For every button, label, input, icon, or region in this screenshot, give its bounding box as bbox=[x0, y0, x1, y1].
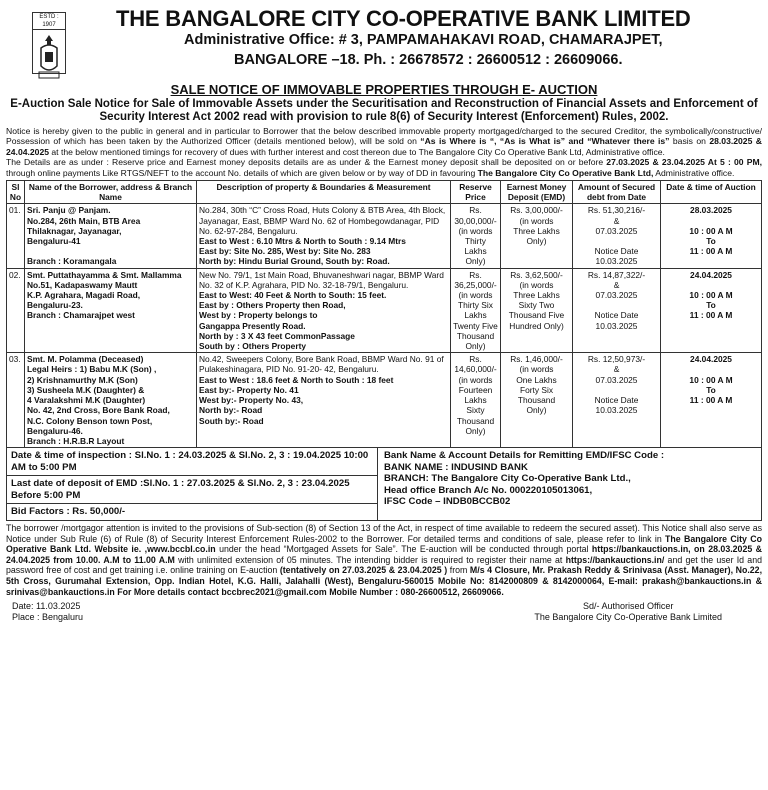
emd-amount-line: Three Lakhs bbox=[513, 225, 560, 236]
intro-text: The Details are as under : Reserve price and Earnest money deposits details are as under & the Earnest money deposit shall be deposited on or before bbox=[6, 157, 607, 168]
borrower-cell-line: Smt. M. Polamma (Deceased) bbox=[27, 354, 144, 365]
reserve-price-line: (in words bbox=[458, 290, 493, 301]
emd-amount-line: Hundred Only) bbox=[509, 320, 564, 331]
contact-details: M/s 4 Closure, Mr. Prakash Reddy & Srinivasa (Asst. Manager), No.22, 5th Cross, Gurumahal Extension, Opp. Indian Hotel, K.G. Halli, Jalahalli (West), Bengaluru-560015 Mobile No: 8142000809 & 8142000064, E-mail: prakash@bankauctions.in & srinivas@bankauctions.in For More details contact bccbrec2021@gmail.com Mobile Number : 080-26600512, 26609066. bbox=[6, 565, 763, 597]
reserve-price bbox=[451, 204, 501, 268]
secured-debt-line: 07.03.2025 bbox=[595, 290, 638, 301]
emd-amount-line: Rs. 3,00,000/- bbox=[510, 205, 563, 216]
col-header: Name of the Borrower, address & Branch Name bbox=[25, 181, 197, 204]
emd-amount-line: (in words bbox=[519, 279, 554, 290]
inspection-details bbox=[7, 448, 378, 520]
reserve-price-line: 14,60,000/- bbox=[454, 364, 497, 375]
reserve-price bbox=[451, 268, 501, 353]
register-link[interactable]: https://bankauctions.in/ bbox=[565, 554, 665, 565]
reserve-price-line: Only) bbox=[465, 256, 486, 267]
auction-date-line: 11 : 00 A M bbox=[689, 310, 733, 321]
footer-date: Date: 11.03.2025 bbox=[12, 601, 81, 612]
property-boundary: East by:- Property No. 41 bbox=[199, 384, 299, 395]
table-header-row bbox=[7, 181, 762, 204]
footer-place: Place : Bengaluru bbox=[12, 611, 84, 622]
auction-date-line: To bbox=[706, 300, 716, 311]
account-ifsc: IFSC Code – INDB0BCCB02 bbox=[384, 496, 511, 508]
secured-debt-line: 10.03.2025 bbox=[595, 256, 638, 267]
footer-signatory: Sd/- Authorised Officer bbox=[583, 601, 674, 612]
address-line-2: BANGALORE –18. Ph. : 26678572 : 26600512 : 26609066. bbox=[234, 52, 623, 68]
intro-deadline: 27.03.2025 & 23.04.2025 At 5 : 00 PM, bbox=[606, 157, 762, 168]
account-bank: BANK NAME : INDUSIND BANK bbox=[384, 461, 528, 473]
borrower-cell-line: Sri. Panju @ Panjam. bbox=[27, 205, 111, 216]
auction-date bbox=[661, 353, 762, 448]
bank-name: THE BANGALORE CITY CO-OPERATIVE BANK LIMITED bbox=[116, 6, 691, 31]
borrower-cell-line: Bengaluru-23. bbox=[27, 300, 83, 311]
auction-date-line bbox=[663, 364, 759, 374]
property-boundary: South by : Others Property bbox=[199, 341, 307, 352]
closing-text: The borrower /mortgagor attention is invited to the provisions of Sub-section (8) of Section 13 of the Act, in respect of time available to redeem the secured asset). This Notice shall also serve as Notice under Sub Rule (6) of Rule (8) of Security Interest Enforcement Rules-2002 to the Borrower. For detailed terms and conditions of sale, please refer to link in bbox=[6, 523, 762, 544]
secured-debt-line: 07.03.2025 bbox=[595, 374, 638, 385]
sl-no: 02. bbox=[7, 268, 25, 353]
secured-debt-line: 07.03.2025 bbox=[595, 225, 638, 236]
auction-date-line: 10 : 00 A M bbox=[689, 290, 733, 301]
auction-date-line: 10 : 00 A M bbox=[689, 374, 733, 385]
secured-debt-line: Rs. 12,50,973/- bbox=[587, 354, 646, 365]
borrower-cell-line: No.51, Kadapaswamy Mautt bbox=[27, 279, 138, 290]
account-branch: BRANCH: The Bangalore City Co-Operative Bank Ltd., bbox=[384, 473, 631, 485]
emd-amount-line: Sixty Two bbox=[518, 300, 555, 311]
sl-no: 03. bbox=[7, 353, 25, 448]
notice-subtitle: E-Auction Sale Notice for Sale of Immovable Assets under the Securitisation and Reconstruction of Financial Assets and Enforcement of Security Interest Act 2002 read with provision to rule 8(6) of Security Interest (Enforcement) Rules, 2002. bbox=[10, 98, 758, 123]
table-row bbox=[7, 204, 762, 268]
closing-text: and get the user Id and password free of cost and get training i.e. online training on E-auction bbox=[6, 554, 762, 576]
emd-last-date: Last date of deposit of EMD :Sl.No. 1 : 27.03.2025 & Sl.No. 2, 3 : 23.04.2025 Before 5:00 PM bbox=[7, 476, 377, 504]
auction-portal[interactable]: https://bankauctions.in, on 28.03.2025 & 24.04.2025 from 10.00. A.M to 11.00 A.M bbox=[6, 544, 762, 565]
borrower-cell-line: Bengaluru-41 bbox=[27, 236, 81, 247]
intro-basis: “As is Where is “, “As is What is” and “Whatever there is” bbox=[420, 136, 670, 147]
intro-text: Notice is hereby given to the public in general and in particular to Borrower that the below described immovable property mortgaged/charged to the secured Creditor, the symbolically/constructive/ Possession of which has been taken by the Authorized Officer (details mentioned below), will be sold on bbox=[6, 126, 762, 147]
secured-debt-line: Rs. 14,87,322/- bbox=[587, 269, 646, 280]
borrower-cell-line: K.P. Agrahara, Magadi Road, bbox=[27, 290, 141, 301]
emd-amount bbox=[501, 204, 573, 268]
emd-amount bbox=[501, 353, 573, 448]
secured-debt-line bbox=[575, 300, 658, 310]
property-boundary: South by:- Road bbox=[199, 415, 264, 426]
col-header: Sl No bbox=[7, 181, 25, 204]
closing-text: from bbox=[447, 565, 470, 576]
reserve-price-line: Rs. bbox=[469, 269, 482, 280]
auction-date-line: 28.03.2025 bbox=[690, 205, 732, 216]
auction-date-line: To bbox=[706, 236, 716, 247]
intro-paragraph-2 bbox=[6, 157, 762, 178]
borrower-cell-line: Thilaknagar, Jayanagar, bbox=[27, 225, 122, 236]
notice-title: SALE NOTICE OF IMMOVABLE PROPERTIES THROUGH E- AUCTION bbox=[170, 82, 598, 97]
col-header: Date & time of Auction bbox=[661, 181, 762, 204]
property-boundary: North by: Hindu Burial Ground, South by: Road. bbox=[199, 256, 390, 267]
emd-amount-line: (in words bbox=[519, 215, 554, 226]
borrower-cell bbox=[25, 268, 197, 353]
emd-amount-line: Only) bbox=[526, 236, 547, 247]
borrower-cell-line: Legal Heirs : 1) Babu M.K (Son) , bbox=[27, 364, 157, 375]
emd-amount-line: Rs. 3,62,500/- bbox=[510, 269, 563, 280]
training-dates: (tentatively on 27.03.2025 & 23.04.2025 ) bbox=[279, 565, 448, 576]
property-description bbox=[197, 204, 451, 268]
property-address: New No. 79/1, 1st Main Road, Bhuvaneshwari nagar, BBMP Ward No. 32 of K.P. Agrahara, PID No. 32-18-79/1, Bengaluru. bbox=[199, 269, 444, 290]
address-line-1: Administrative Office: # 3, PAMPAMAHAKAVI ROAD, CHAMARAJPET, bbox=[184, 32, 663, 48]
emd-amount-line: Rs. 1,46,000/- bbox=[510, 354, 563, 365]
borrower-cell-line: 4 Varalakshmi M.K (Daughter) bbox=[27, 395, 146, 406]
emd-amount-line: One Lakhs bbox=[516, 374, 557, 385]
intro-text: at the below mentioned timings for recovery of dues with further interest and cost thereon due to The Bangalore City Co Operative Bank Ltd, Administrative office. bbox=[49, 146, 665, 157]
account-number: Head office Branch A/c No. 000220105013061, bbox=[384, 484, 593, 496]
auction-date-line: 11 : 00 A M bbox=[689, 246, 733, 257]
footer-right bbox=[534, 601, 722, 622]
property-description bbox=[197, 268, 451, 353]
secured-debt-line: 10.03.2025 bbox=[595, 320, 638, 331]
reserve-price-line: Fourteen bbox=[458, 384, 493, 395]
emd-amount-line: Thousand bbox=[517, 395, 556, 406]
closing-text: with unlimited extension of 05 minutes. The intending bidder is required to register their name at bbox=[174, 554, 566, 565]
borrower-cell-line: Smt. Puttathayamma & Smt. Mallamma bbox=[27, 269, 182, 280]
reserve-price-line: Lakhs bbox=[464, 310, 487, 321]
property-boundary: East by : Others Property then Road, bbox=[199, 300, 346, 311]
col-header: Description of property & Boundaries & Measurement bbox=[197, 181, 451, 204]
intro-paragraph-1 bbox=[6, 126, 762, 157]
secured-debt-line: Notice Date bbox=[594, 310, 639, 321]
reserve-price-line: Only) bbox=[465, 341, 486, 352]
footer-bank: The Bangalore City Co-Operative Bank Limited bbox=[534, 611, 722, 622]
property-boundary: North by:- Road bbox=[199, 405, 263, 416]
bank-logo bbox=[32, 12, 66, 74]
auction-table bbox=[6, 180, 762, 448]
reserve-price-line: Rs. bbox=[469, 354, 482, 365]
borrower-cell-line: No. 42, 2nd Cross, Bore Bank Road, bbox=[27, 405, 170, 416]
intro-text: through online payments Like RTGS/NEFT to the account No. details of which are given below or by way of DD in favouring bbox=[6, 167, 478, 178]
emblem-icon bbox=[35, 32, 63, 82]
reserve-price-line: Thirty Six bbox=[458, 300, 493, 311]
emd-amount-line: Only) bbox=[526, 405, 547, 416]
intro-dates: 28.03.2025 & 24.04.2025 bbox=[6, 136, 762, 157]
closing-text: under the head “Mortgaged Assets for Sale”. The E-auction will be conducted through portal bbox=[215, 544, 592, 555]
intro-text: basis on bbox=[669, 136, 710, 147]
secured-debt bbox=[573, 204, 661, 268]
property-boundary: Gangappa Presently Road. bbox=[199, 320, 306, 331]
property-boundary: East to West : 6.10 Mtrs & North to South : 9.14 Mtrs bbox=[199, 236, 406, 247]
property-boundary: East to West : 18.6 feet & North to South : 18 feet bbox=[199, 374, 394, 385]
emd-amount-line: Thousand Five bbox=[508, 310, 565, 321]
bid-factors: Bid Factors : Rs. 50,000/- bbox=[11, 506, 126, 518]
secured-debt-line bbox=[575, 236, 658, 246]
auction-date-line bbox=[663, 216, 759, 226]
property-boundary: East to West: 40 Feet & North to South: 15 feet. bbox=[199, 290, 387, 301]
secured-debt bbox=[573, 353, 661, 448]
auction-date-line bbox=[663, 280, 759, 290]
borrower-cell-line: Branch : Chamarajpet west bbox=[27, 310, 135, 321]
property-address: No.42, Sweepers Colony, Bore Bank Road, BBMP Ward No. 91 of Pulakeshinagara, PID No. 91-20- 42, Bengaluru. bbox=[199, 354, 444, 375]
borrower-cell-line: Branch : Koramangala bbox=[27, 256, 117, 267]
reserve-price bbox=[451, 353, 501, 448]
estd-label: ESTD : 1907 bbox=[33, 13, 65, 30]
secured-debt-line: & bbox=[613, 364, 620, 375]
reserve-price-line: Lakhs bbox=[464, 246, 487, 257]
auction-date-line: 11 : 00 A M bbox=[689, 395, 733, 406]
borrower-cell-line bbox=[27, 246, 194, 256]
reserve-price-line: Twenty Five bbox=[453, 320, 498, 331]
closing-paragraph bbox=[6, 523, 762, 597]
auction-date bbox=[661, 204, 762, 268]
borrower-cell-line: Bengaluru-46. bbox=[27, 425, 83, 436]
secured-debt-line: & bbox=[613, 215, 620, 226]
reserve-price-line: Lakhs bbox=[464, 395, 487, 406]
auction-date bbox=[661, 268, 762, 353]
bank-account-details bbox=[378, 448, 761, 520]
secured-debt-line: Notice Date bbox=[594, 246, 639, 257]
reserve-price-line: Thousand bbox=[456, 415, 495, 426]
borrower-cell-line: No.284, 26th Main, BTB Area bbox=[27, 215, 141, 226]
auction-date-line: 10 : 00 A M bbox=[689, 225, 733, 236]
reserve-price-line: Sixty bbox=[466, 405, 485, 416]
reserve-price-line: 30,00,000/- bbox=[454, 215, 497, 226]
emd-amount-line: Forty Six bbox=[519, 384, 554, 395]
reserve-price-line: Thousand bbox=[456, 330, 495, 341]
auction-date-line: 24.04.2025 bbox=[690, 269, 732, 280]
sl-no: 01. bbox=[7, 204, 25, 268]
property-address: No.284, 30th “C” Cross Road, Huts Colony & BTB Area, 4th Block, Jayanagar, East, BBMP Ward No. 62 of Hombegowdanagar, PID No. 62-97-284, Bengaluru. bbox=[199, 205, 446, 236]
property-boundary: North by : 3 X 43 feet CommonPassage bbox=[199, 330, 355, 341]
property-description bbox=[197, 353, 451, 448]
secured-debt-line: Rs. 51,30,216/- bbox=[587, 205, 646, 216]
emd-amount-line: (in words bbox=[519, 364, 554, 375]
reserve-price-line: Only) bbox=[465, 425, 486, 436]
property-boundary: West by : Property belongs to bbox=[199, 310, 318, 321]
intro-text: Administrative office. bbox=[653, 167, 735, 178]
footer-left bbox=[12, 601, 83, 622]
auction-date-line: 24.04.2025 bbox=[690, 354, 732, 365]
col-header: Amount of Secured debt from Date bbox=[573, 181, 661, 204]
secured-debt-line: & bbox=[613, 279, 620, 290]
intro-bank: The Bangalore City Co Operative Bank Ltd, bbox=[477, 167, 654, 178]
emd-amount bbox=[501, 268, 573, 353]
account-title: Bank Name & Account Details for Remitting EMD/IFSC Code : bbox=[384, 450, 665, 462]
auction-date-line: To bbox=[706, 384, 716, 395]
borrower-cell bbox=[25, 353, 197, 448]
inspection-date: Date & time of inspection : Sl.No. 1 : 24.03.2025 & Sl.No. 2, 3 : 19.04.2025 10:00 AM to 5:00 PM bbox=[7, 448, 377, 476]
property-boundary: West by:- Property No. 43, bbox=[199, 395, 304, 406]
reserve-price-line: Thirty bbox=[465, 236, 486, 247]
table-row bbox=[7, 268, 762, 353]
secured-debt-line: 10.03.2025 bbox=[595, 405, 638, 416]
info-box bbox=[6, 448, 762, 521]
borrower-cell-line: Branch : H.R.B.R Layout bbox=[27, 435, 125, 446]
col-header: Reserve Price bbox=[451, 181, 501, 204]
website-link[interactable]: The Bangalore City Co Operative Bank Ltd. Website ie. ,www.bccbl.co.in bbox=[6, 533, 762, 555]
borrower-cell-line: N.C. Colony Benson town Post, bbox=[27, 415, 153, 426]
borrower-cell-line: 3) Susheela M.K (Daughter) & bbox=[27, 384, 145, 395]
secured-debt-line bbox=[575, 385, 658, 395]
secured-debt bbox=[573, 268, 661, 353]
property-boundary: East by: Site No. 285, West by: Site No. 283 bbox=[199, 246, 371, 257]
borrower-cell bbox=[25, 204, 197, 268]
secured-debt-line: Notice Date bbox=[594, 395, 639, 406]
col-header: Earnest Money Deposit (EMD) bbox=[501, 181, 573, 204]
borrower-cell-line: 2) Krishnamurthy M.K (Son) bbox=[27, 374, 138, 385]
reserve-price-line: (in words bbox=[458, 225, 493, 236]
reserve-price-line: 36,25,000/- bbox=[454, 279, 497, 290]
reserve-price-line: Rs. bbox=[469, 205, 482, 216]
emd-amount-line: Three Lakhs bbox=[513, 290, 560, 301]
table-row bbox=[7, 353, 762, 448]
reserve-price-line: (in words bbox=[458, 374, 493, 385]
header bbox=[6, 4, 762, 80]
